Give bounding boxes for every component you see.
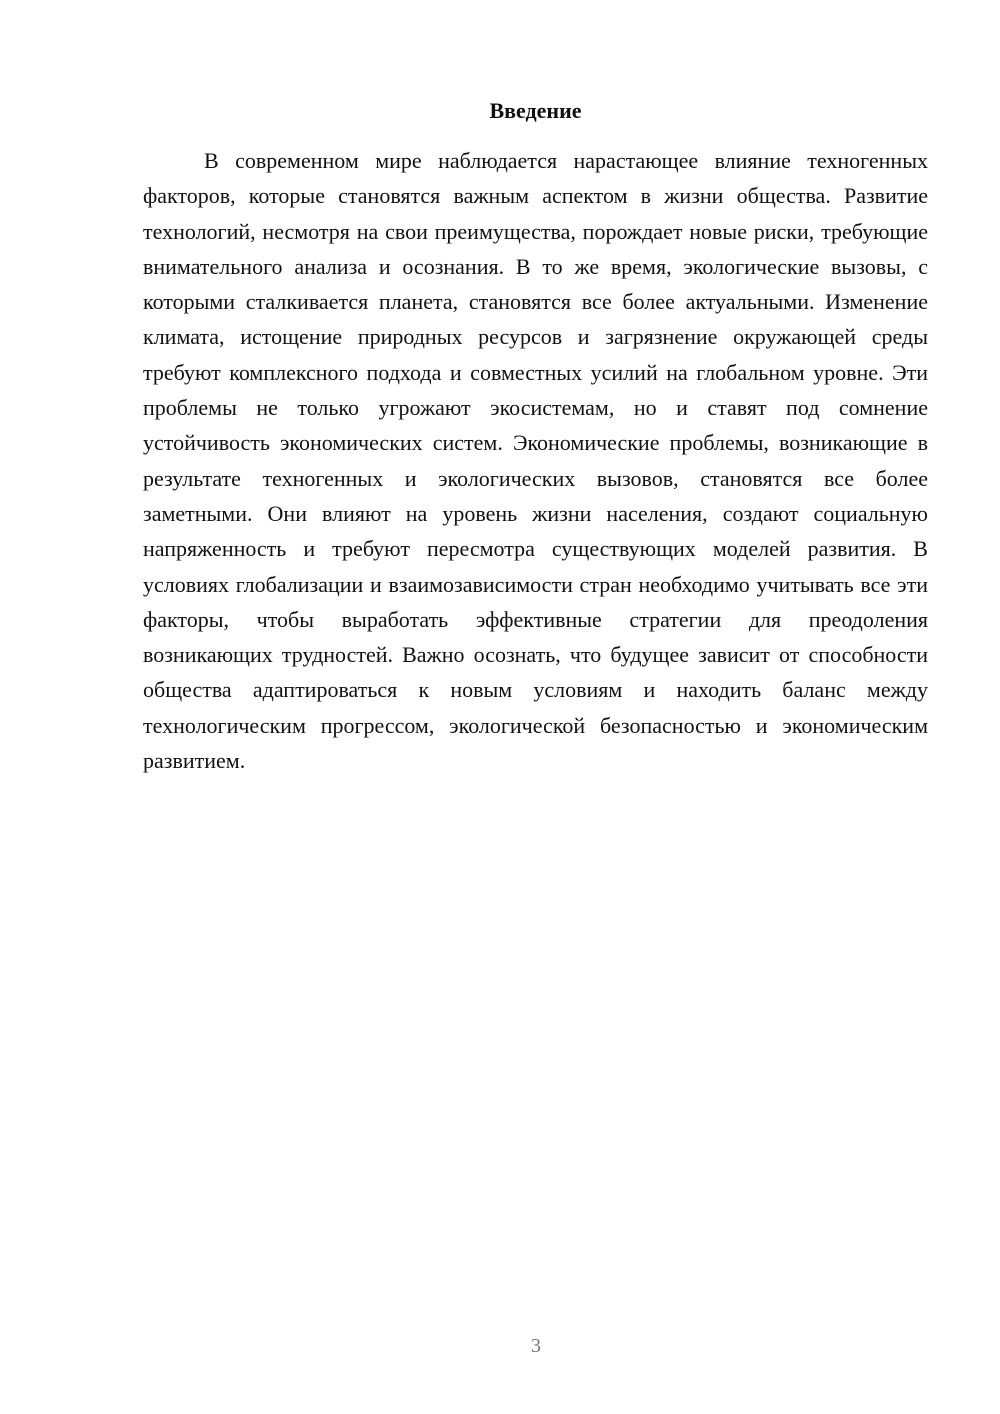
section-title: Введение	[489, 98, 582, 123]
page-number: 3	[531, 1335, 541, 1357]
intro-paragraph: В современном мире наблюдается нарастающее влияние техногенных факторов, которые становятся важным аспектом в жизни общества. Развитие технологий, несмотря на свои преимущества, порождает новые риски, требующие внимательного анализа и осознания. В то же время, экологические вызовы, с которыми сталкивается планета, становятся все более актуальными. Изменение климата, истощение природных ресурсов и загрязнение окружающей среды требуют комплексного подхода и совместных усилий на глобальном уровне. Эти проблемы не только угрожают экосистемам, но и ставят под сомнение устойчивость экономических систем. Экономические проблемы, возникающие в результате техногенных и экологических вызовов, становятся все более заметными. Они влияют на уровень жизни населения, создают социальную напряженность и требуют пересмотра существующих моделей развития. В условиях глобализации и взаимозависимости стран необходимо учитывать все эти факторы, чтобы выработать эффективные стратегии для преодоления возникающих трудностей. Важно осознать, что будущее зависит от способности общества адаптироваться к новым условиям и находить баланс между технологическим прогрессом, экологической безопасностью и экономическим развитием.	[143, 148, 928, 774]
